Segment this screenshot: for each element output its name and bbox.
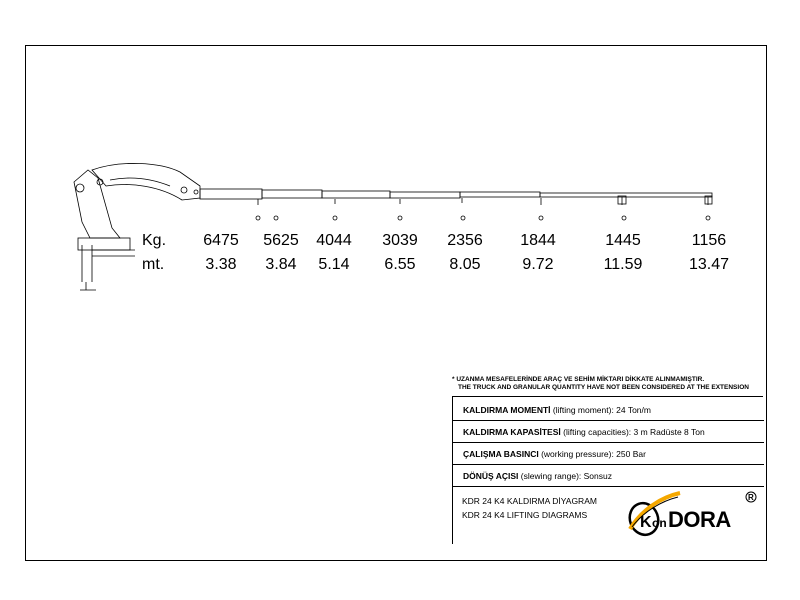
crane-main-boom bbox=[92, 163, 200, 200]
note-line-en: THE TRUCK AND GRANULAR QUANTITY HAVE NOT BEEN CONSIDERED AT THE EXTENSION bbox=[458, 384, 749, 391]
spec-label: KALDIRMA MOMENTİ bbox=[463, 405, 551, 415]
crane-outrigger bbox=[80, 245, 96, 290]
spec-label: KALDIRMA KAPASİTESİ bbox=[463, 427, 561, 437]
spec-detail: (working pressure): 250 Bar bbox=[538, 449, 646, 459]
diagram-title-en: KDR 24 K4 LIFTING DIAGRAMS bbox=[462, 510, 588, 520]
svg-text:K: K bbox=[640, 514, 652, 531]
spec-row-working-pressure bbox=[453, 443, 764, 465]
note-line-tr: * UZANMA MESAFELERİNDE ARAÇ VE SEHİM MİKTARI DİKKATE ALINMAMIŞTIR. bbox=[452, 376, 705, 383]
spec-detail: (lifting moment): 24 Ton/m bbox=[550, 405, 651, 415]
mt-value: 6.55 bbox=[384, 256, 416, 273]
kg-value: 3039 bbox=[382, 232, 418, 249]
svg-text:DORA: DORA bbox=[668, 507, 731, 532]
mt-value: 3.38 bbox=[205, 256, 237, 273]
boom-section-3 bbox=[322, 191, 390, 198]
spec-detail: (lifting capacities): 3 m Radüste 8 Ton bbox=[560, 427, 705, 437]
kg-value: 4044 bbox=[316, 232, 352, 249]
kg-value: 2356 bbox=[447, 232, 483, 249]
boom-section-1 bbox=[200, 189, 262, 199]
kg-value: 6475 bbox=[203, 232, 239, 249]
mt-value: 9.72 bbox=[522, 256, 554, 273]
mt-value: 5.14 bbox=[318, 256, 350, 273]
spec-label: DÖNÜŞ AÇISI bbox=[463, 471, 519, 481]
kg-value: 1445 bbox=[605, 232, 641, 249]
mt-row-label: mt. bbox=[142, 256, 165, 273]
kondora-logo bbox=[622, 483, 762, 543]
kg-value: 1844 bbox=[520, 232, 556, 249]
mt-value: 8.05 bbox=[449, 256, 481, 273]
spec-label: ÇALIŞMA BASINCI bbox=[463, 449, 539, 459]
kg-value: 1156 bbox=[691, 232, 727, 249]
spec-row-lifting-capacity bbox=[453, 421, 764, 443]
crane-column bbox=[74, 170, 120, 238]
mt-value: 3.84 bbox=[265, 256, 297, 273]
spec-row-lifting-moment bbox=[453, 399, 764, 421]
kg-row-label: Kg. bbox=[142, 232, 167, 249]
boom-section-2 bbox=[262, 190, 322, 198]
svg-text:R: R bbox=[748, 493, 754, 502]
spec-detail: (slewing range): Sonsuz bbox=[518, 471, 612, 481]
crane-base bbox=[78, 238, 130, 250]
diagram-title-tr: KDR 24 K4 KALDIRMA DİYAGRAM bbox=[462, 496, 597, 506]
svg-text:on: on bbox=[652, 516, 667, 530]
boom-section-5 bbox=[460, 192, 540, 197]
kg-value: 5625 bbox=[263, 232, 299, 249]
mt-value: 11.59 bbox=[603, 256, 643, 273]
boom-section-4 bbox=[390, 192, 460, 198]
mt-value: 13.47 bbox=[688, 256, 730, 273]
